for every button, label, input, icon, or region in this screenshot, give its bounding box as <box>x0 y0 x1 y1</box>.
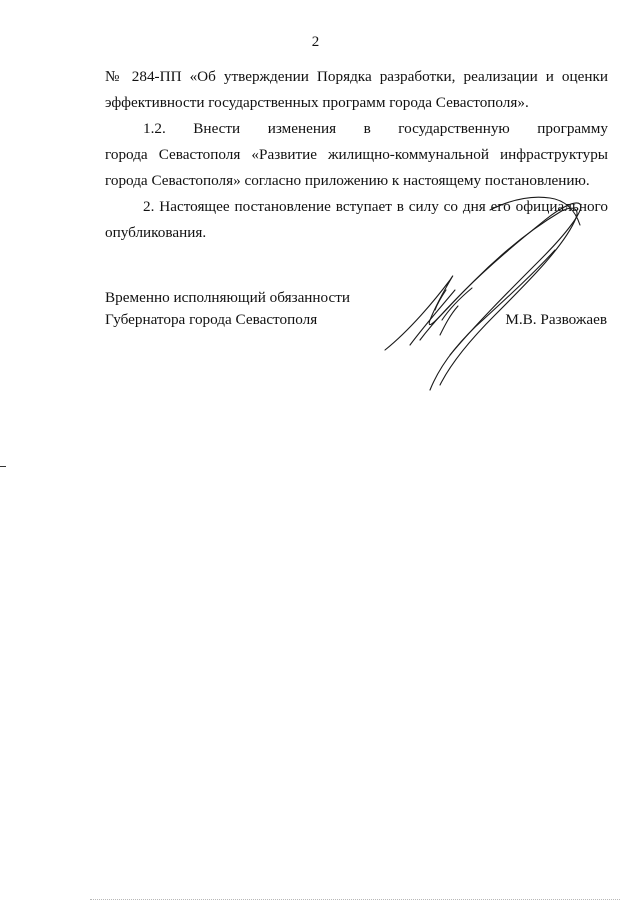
paragraph-reference <box>105 64 608 116</box>
signatory-position <box>105 287 350 331</box>
signatory-position-line: Губернатора города Севастополя <box>105 311 318 328</box>
page-number: 2 <box>311 34 320 50</box>
handwritten-signature <box>380 190 610 400</box>
paragraph-line: 2. Настоящее постановление вступает в силу со дня его официального <box>143 198 608 215</box>
paragraph-line: города Севастополя «Развитие жилищно-коммунальной инфраструктуры <box>105 146 608 163</box>
paragraph-line: опубликования. <box>105 224 207 241</box>
paragraph-clause-1-2 <box>105 116 608 194</box>
paragraph-line: № 284-ПП «Об утверждении Порядка разработки, реализации и оценки <box>105 68 608 85</box>
scan-artifact-line <box>90 899 620 901</box>
paragraph-line: города Севастополя» согласно приложению к настоящему постановлению. <box>105 172 590 189</box>
margin-mark <box>0 466 6 467</box>
signatory-position-line: Временно исполняющий обязанности <box>105 289 351 306</box>
paragraph-line: эффективности государственных программ города Севастополя». <box>105 94 529 111</box>
signatory-name: М.В. Развожаев <box>505 311 607 328</box>
paragraph-line: 1.2. Внести изменения в государственную программу <box>143 120 608 137</box>
